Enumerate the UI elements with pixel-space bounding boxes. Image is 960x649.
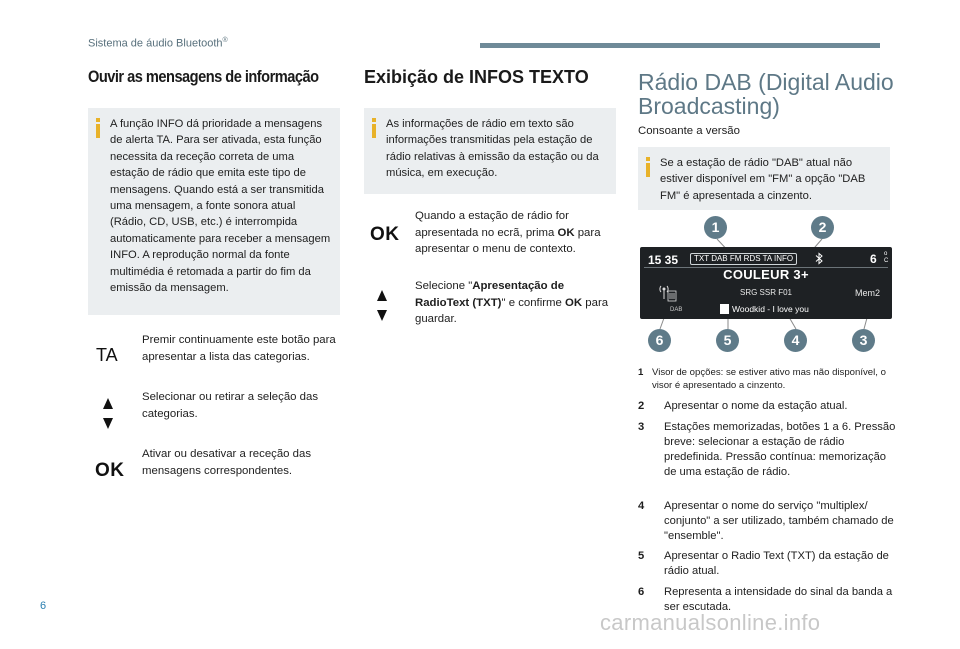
signal-strength-icon — [658, 281, 678, 303]
info-icon — [370, 118, 378, 138]
ok-button-icon: OK — [370, 224, 400, 245]
watermark: carmanualsonline.info — [600, 610, 821, 635]
col3-heading: Rádio DAB (Digital Audio Broadcasting) — [638, 69, 894, 119]
screen-preset-number: 6 — [870, 252, 877, 266]
down-arrow-icon — [103, 418, 113, 429]
col3-info-box — [638, 147, 890, 210]
dab-radio-screen — [640, 247, 892, 319]
version-note: Consoante a versão — [638, 125, 740, 137]
col2-info-text: As informações de rádio em texto são informações transmitidas pela estação de rádio relativas à emissão da estação ou da música, em execução. — [386, 118, 599, 180]
down-arrow-icon — [377, 310, 387, 321]
legend-item-3: 3 Estações memorizadas, botões 1 a 6. Pressão breve: selecionar a estação de rádio predefinida. Pressão contínua: memorização de uma estação de rádio. — [638, 421, 896, 478]
ok-button-icon: OK — [95, 460, 125, 481]
callout-5: 5 — [716, 329, 739, 352]
col1-step-arrows-text: Selecionar ou retirar a seleção das categorias. — [142, 391, 319, 420]
screen-radiotext: Woodkid - I love you — [732, 304, 809, 314]
legend-item-5: 5 Apresentar o Radio Text (TXT) da estação de rádio atual. — [638, 550, 889, 577]
screen-multiplex: SRG SSR F01 — [739, 288, 792, 297]
legend-item-4: 4 Apresentar o nome do serviço "multiplex/ conjunto" a ser utilizado, também chamado de "ensemble". — [638, 500, 894, 542]
screen-options-bar: TXT DAB FM RDS TA INFO — [690, 253, 797, 265]
col1-info-text: A função INFO dá prioridade a mensagens de alerta TA. Para ser ativada, esta função necessita da receção correta de uma estação de rádio que emita este tipo de mensagens. Quando está a ser transmitida uma mensagem, a fonte sonora atual (Rádio, CD, USB, etc.) é interrompida automaticamente para receber a mensagem INFO. A reprodução normal da fonte multimédia é retomada a partir do fim da emissão da mensagem. — [110, 118, 331, 295]
col1-step-ok-text: Ativar ou desativar a receção das mensagens correspondentes. — [142, 448, 312, 477]
col2-step-ok-text: Quando a estação de rádio for apresentada no ecrã, prima OK para apresentar o menu de contexto. — [415, 210, 601, 256]
bluetooth-icon — [814, 252, 824, 265]
up-arrow-icon — [377, 290, 387, 301]
page-number: 6 — [40, 600, 47, 612]
ta-button-icon: TA — [96, 345, 118, 365]
col1-heading: Ouvir as mensagens de informação — [88, 67, 319, 86]
screen-clock: 15 35 — [648, 253, 679, 267]
col2-info-box — [364, 108, 616, 194]
registered-mark: ® — [222, 37, 228, 44]
col2-heading: Exibição de INFOS TEXTO — [364, 67, 589, 87]
legend-item-2: 2 Apresentar o nome da estação atual. — [638, 400, 848, 412]
callout-1: 1 — [704, 216, 727, 239]
info-icon — [94, 118, 102, 138]
header-rule — [480, 43, 880, 48]
screen-dab-label: DAB — [670, 307, 683, 313]
radiotext-icon — [720, 304, 729, 314]
callout-4: 4 — [784, 329, 807, 352]
up-arrow-icon — [103, 398, 113, 409]
screen-memory-slot: Mem2 — [855, 288, 881, 298]
info-icon — [644, 157, 652, 177]
col2-step-arrows-text: Selecione "Apresentação de RadioText (TXT)" e confirme OK para guardar. — [415, 280, 609, 326]
col1-step-ta-text: Premir continuamente este botão para apresentar a lista das categorias. — [142, 334, 336, 363]
screen-station-name: COULEUR 3+ — [723, 267, 809, 282]
callout-6: 6 — [648, 329, 671, 352]
callout-2: 2 — [811, 216, 834, 239]
screen-preset-unit: o C — [884, 251, 889, 264]
col1-info-box — [88, 108, 340, 315]
legend-item-1: 1 Visor de opções: se estiver ativo mas não disponível, o visor é apresentado a cinzento. — [638, 367, 886, 391]
running-header — [88, 37, 228, 50]
running-header-text: Sistema de áudio Bluetooth — [88, 37, 223, 50]
callout-3: 3 — [852, 329, 875, 352]
col3-info-text: Se a estação de rádio "DAB" atual não estiver disponível em "FM" a opção "DAB FM" é apresentada a cinzento. — [660, 157, 866, 202]
legend-item-6: 6 Representa a intensidade do sinal da banda a ser escutada. — [638, 586, 893, 613]
